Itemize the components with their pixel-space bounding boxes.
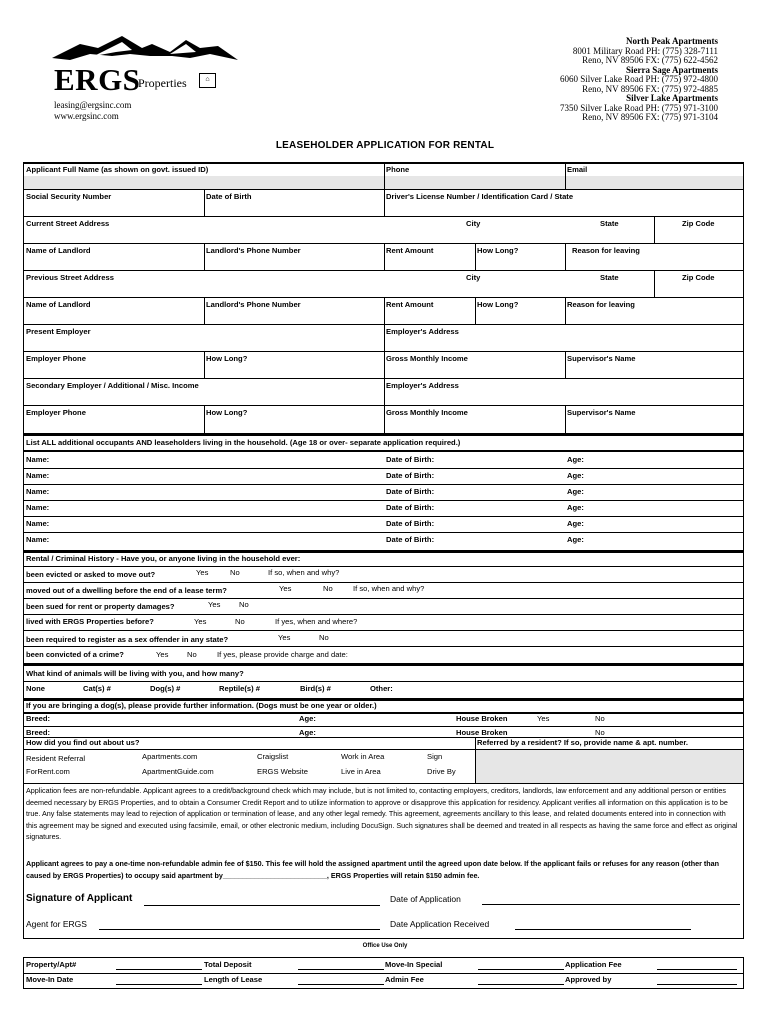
q-early-move: moved out of a dwelling before the end of a lease term? bbox=[26, 586, 227, 595]
occupants-header: List ALL additional occupants AND leaseholders living in the household. (Age 18 or over- separate application required.) bbox=[26, 438, 461, 447]
property-name: Silver Lake Apartments bbox=[626, 93, 718, 103]
dog1-age: Age: bbox=[299, 714, 316, 723]
office-admin-fee-line[interactable] bbox=[478, 984, 564, 985]
logo-word: ERGS bbox=[54, 62, 141, 97]
label-prev-city: City bbox=[466, 273, 481, 282]
row-divider bbox=[24, 216, 743, 217]
label-city: City bbox=[466, 219, 481, 228]
source-craigslist[interactable]: Craigslist bbox=[257, 752, 289, 761]
dog1-house-broken: House Broken bbox=[456, 714, 508, 723]
col-divider bbox=[204, 243, 205, 270]
label-supervisor: Supervisor's Name bbox=[567, 354, 636, 363]
animals-other[interactable]: Other: bbox=[370, 684, 393, 693]
date-application-label: Date of Application bbox=[390, 894, 461, 904]
property-line: 8001 Military Road PH: (775) 328-7111 bbox=[572, 45, 718, 56]
col-divider bbox=[565, 351, 566, 378]
label-ssn: Social Security Number bbox=[26, 192, 112, 201]
label-secondary-employer: Secondary Employer / Additional / Misc. Income bbox=[26, 381, 199, 390]
dog2-age: Age: bbox=[299, 728, 316, 737]
office-app-fee-line[interactable] bbox=[657, 969, 737, 970]
dog1-yes[interactable]: Yes bbox=[537, 714, 550, 723]
q-lived-before-no[interactable]: No bbox=[235, 617, 245, 626]
q-evicted: been evicted or asked to move out? bbox=[26, 570, 156, 579]
section-bar bbox=[24, 433, 743, 436]
property-addresses bbox=[560, 37, 718, 123]
label-zip: Zip Code bbox=[682, 219, 715, 228]
occupant-dob-label: Date of Birth: bbox=[386, 471, 435, 480]
contact-website: www.ergsinc.com bbox=[54, 111, 119, 121]
occupant-name-label: Name: bbox=[26, 455, 50, 464]
col-divider bbox=[654, 270, 655, 297]
history-header: Rental / Criminal History - Have you, or anyone living in the household ever: bbox=[26, 554, 301, 563]
occupant-dob-label: Date of Birth: bbox=[386, 487, 435, 496]
label-secondary-employer-address: Employer's Address bbox=[386, 381, 459, 390]
office-caption: Office Use Only bbox=[362, 943, 408, 949]
source-live-in-area[interactable]: Live in Area bbox=[341, 767, 381, 776]
occupant-name-label: Name: bbox=[26, 487, 50, 496]
label-prev-zip: Zip Code bbox=[682, 273, 715, 282]
occupant-age-label: Age: bbox=[567, 455, 584, 464]
label-employer: Present Employer bbox=[26, 327, 91, 336]
label-secondary-employer-phone: Employer Phone bbox=[26, 408, 86, 417]
property-line: Reno, NV 89506 FX: (775) 622-4562 bbox=[582, 55, 718, 65]
col-divider bbox=[204, 189, 205, 216]
occupant-dob-label: Date of Birth: bbox=[386, 455, 435, 464]
label-prev-how-long: How Long? bbox=[477, 300, 519, 309]
contact-email: leasing@ergsinc.com bbox=[54, 100, 132, 110]
label-secondary-how-long: How Long? bbox=[206, 408, 248, 417]
source-ergs-website[interactable]: ERGS Website bbox=[257, 767, 308, 776]
label-employer-address: Employer's Address bbox=[386, 327, 459, 336]
label-prev-landlord: Name of Landlord bbox=[26, 300, 91, 309]
label-email: Email bbox=[567, 165, 588, 174]
occupant-dob-label: Date of Birth: bbox=[386, 535, 435, 544]
col-divider bbox=[384, 378, 385, 405]
date-received-label: Date Application Received bbox=[390, 919, 490, 929]
equal-housing-icon: ⌂ bbox=[199, 73, 216, 88]
label-prev-reason: Reason for leaving bbox=[567, 300, 635, 309]
source-sign[interactable]: Sign bbox=[427, 752, 443, 761]
signature-applicant-line[interactable] bbox=[144, 905, 380, 906]
row-divider bbox=[24, 681, 743, 682]
label-full-name: Applicant Full Name (as shown on govt. issued ID) bbox=[26, 165, 209, 174]
row-divider bbox=[24, 726, 743, 727]
dog2-breed: Breed: bbox=[26, 728, 51, 737]
section-bar bbox=[24, 712, 743, 714]
row-divider bbox=[24, 270, 743, 271]
dog2-no[interactable]: No bbox=[595, 728, 605, 737]
animals-reptiles[interactable]: Reptile(s) # bbox=[219, 684, 260, 693]
label-state: State bbox=[600, 219, 619, 228]
col-divider bbox=[204, 351, 205, 378]
q-sued-no[interactable]: No bbox=[239, 600, 249, 609]
col-divider bbox=[384, 351, 385, 378]
source-forrent-com[interactable]: ForRent.com bbox=[26, 767, 70, 776]
occupant-dob-label: Date of Birth: bbox=[386, 503, 435, 512]
row-divider bbox=[24, 516, 743, 517]
q-lived-before: lived with ERGS Properties before? bbox=[26, 617, 154, 626]
row-divider bbox=[24, 614, 743, 615]
q-lived-before-followup: If yes, when and where? bbox=[275, 617, 358, 626]
admin-fee-paragraph: Applicant agrees to pay a one-time non-refundable admin fee of $150. This fee will hold the assigned apartment until the agreed upon date below. If the applicant fails or refuses for any reason (other than caused by ERGS Properties) to occupy said apartment by__________________________, ERGS Properties will retain $150 admin fee. bbox=[26, 859, 720, 880]
signature-applicant-label: Signature of Applicant bbox=[26, 893, 133, 904]
row-divider bbox=[24, 598, 743, 599]
label-prev-state: State bbox=[600, 273, 619, 282]
q-sex-offender-yes[interactable]: Yes bbox=[278, 633, 291, 642]
source-apartments-com[interactable]: Apartments.com bbox=[142, 752, 198, 761]
q-sued-yes[interactable]: Yes bbox=[208, 600, 221, 609]
occupant-age-label: Age: bbox=[567, 471, 584, 480]
page-title: LEASEHOLDER APPLICATION FOR RENTAL bbox=[275, 140, 495, 151]
q-early-move-no[interactable]: No bbox=[323, 584, 333, 593]
property-line: Reno, NV 89506 FX: (775) 971-3104 bbox=[582, 112, 718, 122]
source-apartmentguide-com[interactable]: ApartmentGuide.com bbox=[142, 767, 214, 776]
occupant-age-label: Age: bbox=[567, 487, 584, 496]
q-sex-offender-no[interactable]: No bbox=[319, 633, 329, 642]
row-divider bbox=[24, 973, 743, 974]
agent-line[interactable] bbox=[99, 929, 380, 930]
section-bar bbox=[24, 450, 743, 452]
agent-label: Agent for ERGS bbox=[26, 919, 87, 929]
col-divider bbox=[384, 243, 385, 270]
animals-none[interactable]: None bbox=[26, 684, 45, 693]
date-application-line[interactable] bbox=[482, 904, 740, 905]
office-length-lease-line[interactable] bbox=[298, 984, 384, 985]
col-divider bbox=[384, 324, 385, 351]
label-prev-landlord-phone: Landlord's Phone Number bbox=[206, 300, 301, 309]
office-move-in-special: Move-In Special bbox=[385, 960, 443, 969]
col-divider bbox=[565, 405, 566, 433]
section-bar bbox=[24, 550, 743, 553]
source-drive-by[interactable]: Drive By bbox=[427, 767, 456, 776]
dog2-house-broken: House Broken bbox=[456, 728, 508, 737]
office-use-table bbox=[23, 957, 744, 989]
animals-birds[interactable]: Bird(s) # bbox=[300, 684, 331, 693]
label-employer-how-long: How Long? bbox=[206, 354, 248, 363]
q-sued: been sued for rent or property damages? bbox=[26, 602, 175, 611]
date-received-line[interactable] bbox=[515, 929, 691, 930]
animals-dogs[interactable]: Dog(s) # bbox=[150, 684, 181, 693]
col-divider bbox=[475, 243, 476, 270]
property-name: North Peak Apartments bbox=[626, 36, 718, 46]
col-divider bbox=[204, 297, 205, 324]
label-rent: Rent Amount bbox=[386, 246, 434, 255]
label-employer-phone: Employer Phone bbox=[26, 354, 86, 363]
row-divider bbox=[24, 468, 743, 469]
q-convicted-no[interactable]: No bbox=[187, 650, 197, 659]
office-app-fee: Application Fee bbox=[565, 960, 622, 969]
occupant-age-label: Age: bbox=[567, 519, 584, 528]
occupant-name-label: Name: bbox=[26, 503, 50, 512]
property-line: 7350 Silver Lake Road PH: (775) 971-3100 bbox=[560, 102, 718, 113]
col-divider bbox=[384, 163, 385, 189]
col-divider bbox=[565, 163, 566, 189]
label-landlord: Name of Landlord bbox=[26, 246, 91, 255]
office-length-lease: Length of Lease bbox=[204, 975, 263, 984]
referred-by-input[interactable] bbox=[476, 750, 743, 783]
office-total-deposit-line[interactable] bbox=[298, 969, 384, 970]
office-total-deposit: Total Deposit bbox=[204, 960, 252, 969]
label-dob: Date of Birth bbox=[206, 192, 252, 201]
q-sex-offender: been required to register as a sex offender in any state? bbox=[26, 635, 229, 644]
col-divider bbox=[565, 243, 566, 270]
logo-subtitle: Properties bbox=[138, 76, 187, 90]
row-divider bbox=[24, 582, 743, 583]
col-divider bbox=[565, 297, 566, 324]
label-prev-street: Previous Street Address bbox=[26, 273, 114, 282]
row-divider bbox=[24, 783, 743, 784]
office-property: Property/Apt# bbox=[26, 960, 77, 969]
label-prev-rent: Rent Amount bbox=[386, 300, 434, 309]
office-property-line[interactable] bbox=[116, 969, 202, 970]
occupant-name-label: Name: bbox=[26, 535, 50, 544]
q-convicted-yes[interactable]: Yes bbox=[156, 650, 169, 659]
col-divider bbox=[384, 297, 385, 324]
referral-header: How did you find out about us? bbox=[26, 738, 140, 747]
label-landlord-phone: Landlord's Phone Number bbox=[206, 246, 301, 255]
label-how-long: How Long? bbox=[477, 246, 519, 255]
dog-header: If you are bringing a dog(s), please provide further information. (Dogs must be one year or older.) bbox=[26, 701, 377, 710]
col-divider bbox=[654, 216, 655, 243]
label-phone: Phone bbox=[386, 165, 410, 174]
label-reason: Reason for leaving bbox=[572, 246, 640, 255]
label-secondary-gross-income: Gross Monthly Income bbox=[386, 408, 468, 417]
occupant-age-label: Age: bbox=[567, 535, 584, 544]
q-lived-before-yes[interactable]: Yes bbox=[194, 617, 207, 626]
label-license: Driver's License Number / Identification Card / State bbox=[386, 192, 574, 201]
occupant-dob-label: Date of Birth: bbox=[386, 519, 435, 528]
occupant-age-label: Age: bbox=[567, 503, 584, 512]
row-divider bbox=[24, 646, 743, 647]
label-gross-income: Gross Monthly Income bbox=[386, 354, 468, 363]
section-bar bbox=[24, 663, 743, 666]
col-divider bbox=[384, 405, 385, 433]
application-form bbox=[23, 162, 744, 939]
q-early-move-yes[interactable]: Yes bbox=[279, 584, 292, 593]
animals-header: What kind of animals will be living with you, and how many? bbox=[26, 669, 244, 678]
office-approved-by: Approved by bbox=[565, 975, 612, 984]
referred-header: Referred by a resident? If so, provide name & apt. number. bbox=[477, 738, 688, 747]
office-move-in-date: Move-In Date bbox=[26, 975, 74, 984]
q-convicted: been convicted of a crime? bbox=[26, 650, 124, 659]
col-divider bbox=[384, 189, 385, 216]
row-divider bbox=[24, 532, 743, 533]
label-street: Current Street Address bbox=[26, 219, 110, 228]
property-name: Sierra Sage Apartments bbox=[626, 64, 718, 75]
q-evicted-yes[interactable]: Yes bbox=[196, 568, 209, 577]
terms-paragraph: Application fees are non-refundable. Applicant agrees to a credit/background check which may include, but is not limited to, contacting employers, creditors, landlords, law enforcement and any additional person or entities deemed necessary by ERGS Properties, and to obtain a Consumer Credit Report and to utilize information to approve or disapprove this application for residency. Applicant verifies all information on this application is to be true. Any false statements may lead to rejection of application or termination of lease, and any other legal remedy. This agreement, agreements ancillary to this lease, and related documents entered into in connection with this agreement may be signed and executed using facsimile, email, or other electronic medium, including DocuSign. Such signatures shall be deemed and treated in all respects as having the same force and effect as original signatures. bbox=[26, 786, 738, 841]
occupant-name-label: Name: bbox=[26, 471, 50, 480]
office-approved-by-line[interactable] bbox=[657, 984, 737, 985]
source-work-in-area[interactable]: Work in Area bbox=[341, 752, 385, 761]
q-early-move-followup: If so, when and why? bbox=[353, 584, 425, 593]
office-move-in-date-line[interactable] bbox=[116, 984, 202, 985]
source-resident-referral[interactable]: Resident Referral bbox=[26, 754, 86, 763]
office-admin-fee: Admin Fee bbox=[385, 975, 424, 984]
label-secondary-supervisor: Supervisor's Name bbox=[567, 408, 636, 417]
row-divider bbox=[24, 500, 743, 501]
property-line: 6060 Silver Lake Road PH: (775) 972-4800 bbox=[560, 74, 718, 84]
animals-cats[interactable]: Cat(s) # bbox=[83, 684, 111, 693]
q-evicted-no[interactable]: No bbox=[230, 568, 240, 577]
row-divider bbox=[24, 566, 743, 567]
row-divider bbox=[24, 484, 743, 485]
occupant-name-label: Name: bbox=[26, 519, 50, 528]
property-line: Reno, NV 89506 FX: (775) 972-4885 bbox=[582, 83, 718, 94]
q-evicted-followup: If so, when and why? bbox=[268, 568, 340, 577]
col-divider bbox=[204, 405, 205, 433]
office-move-in-special-line[interactable] bbox=[478, 969, 564, 970]
dog1-no[interactable]: No bbox=[595, 714, 605, 723]
row-divider bbox=[24, 630, 743, 631]
q-convicted-followup: If yes, please provide charge and date: bbox=[217, 650, 348, 659]
dog1-breed: Breed: bbox=[26, 714, 51, 723]
col-divider bbox=[475, 297, 476, 324]
